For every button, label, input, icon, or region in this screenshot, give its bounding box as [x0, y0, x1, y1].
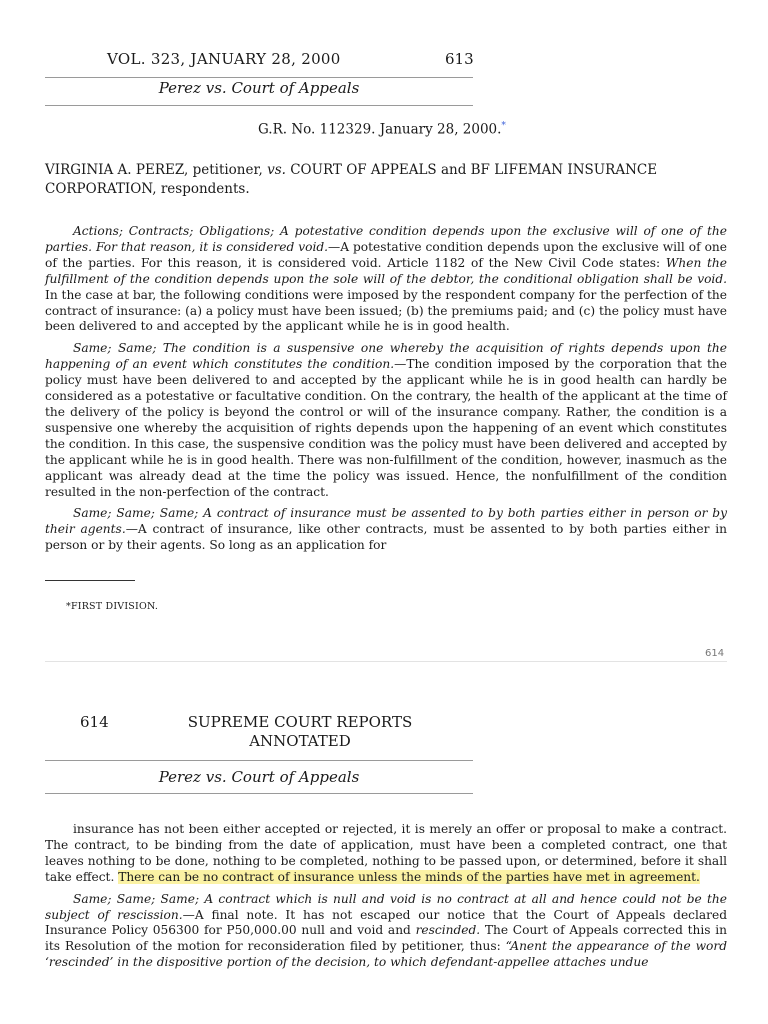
syllabus-paragraph: Same; Same; Same; A contract of insurance must be assented to by both parties either in person or by their agents.—A contract of insurance, like other contracts, must be assented to by both parties either in person or by their agents. So long as an application for	[45, 506, 727, 553]
case-title: Perez vs. Court of Appeals	[158, 768, 360, 786]
page-number: 614	[80, 713, 109, 731]
header-rule	[45, 105, 473, 106]
running-head: VOL. 323, JANUARY 28, 2000	[107, 50, 341, 68]
syllabus-paragraph: Same; Same; The condition is a suspensive one whereby the acquisition of rights depends upon the happening of an event which constitutes the condition.—The condition imposed by the corporation that the policy must have been delivered to and accepted by the applicant while he is in good health can hardly be considered as a potestative or facultative condition. On the contrary, the health of the applicant at the time of the delivery of the policy is beyond the control or will of the insurance company. Rather, the condition is a suspensive one whereby the acquisition of rights depends upon the happening of an event which constitutes the condition. In this case, the suspensive condition was the policy must have been delivered and accepted by the applicant while he is in good health. There was non-fulfillment of the condition, however, inasmuch as the applicant was already dead at the time the policy was issued. Hence, the nonfulfillment of the condition resulted in the non-perfection of the contract.	[45, 341, 727, 499]
case-title: Perez vs. Court of Appeals	[158, 79, 360, 97]
running-head: SUPREME COURT REPORTS ANNOTATED	[187, 713, 413, 750]
page-number: 613	[445, 50, 474, 68]
opinion-body	[45, 822, 727, 977]
page-marker: 614	[705, 648, 725, 659]
syllabus-body	[45, 224, 727, 560]
body-paragraph: insurance has not been either accepted or rejected, it is merely an offer or proposal to make a contract. The contract, to be binding from the date of application, must have been a completed contract, one that leaves nothing to be done, nothing to be completed, nothing to be passed upon, or determined, before it shall take effect. There can be no contract of insurance unless the minds of the parties have met in agreement.	[45, 822, 727, 884]
header-rule	[45, 77, 473, 78]
highlighted-text[interactable]: There can be no contract of insurance unless the minds of the parties have met in agreement.	[118, 869, 700, 884]
header-rule	[45, 793, 473, 794]
header-rule	[45, 760, 473, 761]
syllabus-paragraph: Same; Same; Same; A contract which is null and void is no contract at all and hence could not be the subject of rescission.—A final note. It has not escaped our notice that the Court of Appeals declared Insurance Policy 056300 for P50,000.00 null and void and rescinded. The Court of Appeals corrected this in its Resolution of the motion for reconsideration filed by petitioner, thus: “Anent the appearance of the word ‘rescinded’ in the dispositive portion of the decision, to which defendant-appellee attaches undue	[45, 891, 727, 970]
footnote-rule	[45, 580, 135, 581]
footnote: *FIRST DIVISION.	[66, 601, 159, 612]
gr-number: G.R. No. 112329. January 28, 2000.*	[258, 121, 506, 138]
page-separator	[45, 661, 727, 662]
footnote-link[interactable]: *	[501, 121, 506, 131]
syllabus-paragraph: Actions; Contracts; Obligations; A potestative condition depends upon the exclusive will of one of the parties. For that reason, it is considered void.—A potestative condition depends upon the exclusive will of one of the parties. For this reason, it is considered void. Article 1182 of the New Civil Code states: When the fulfillment of the condition depends upon the sole will of the debtor, the conditional obligation shall be void. In the case at bar, the following conditions were imposed by the respondent company for the perfection of the contract of insurance: (a) a policy must have been issued; (b) the premiums paid; and (c) the policy must have been delivered to and accepted by the applicant while he is in good health.	[45, 224, 727, 334]
case-parties: VIRGINIA A. PEREZ, petitioner, vs. COURT OF APPEALS and BF LIFEMAN INSURANCE CORPORATION, respondents.	[45, 162, 658, 197]
